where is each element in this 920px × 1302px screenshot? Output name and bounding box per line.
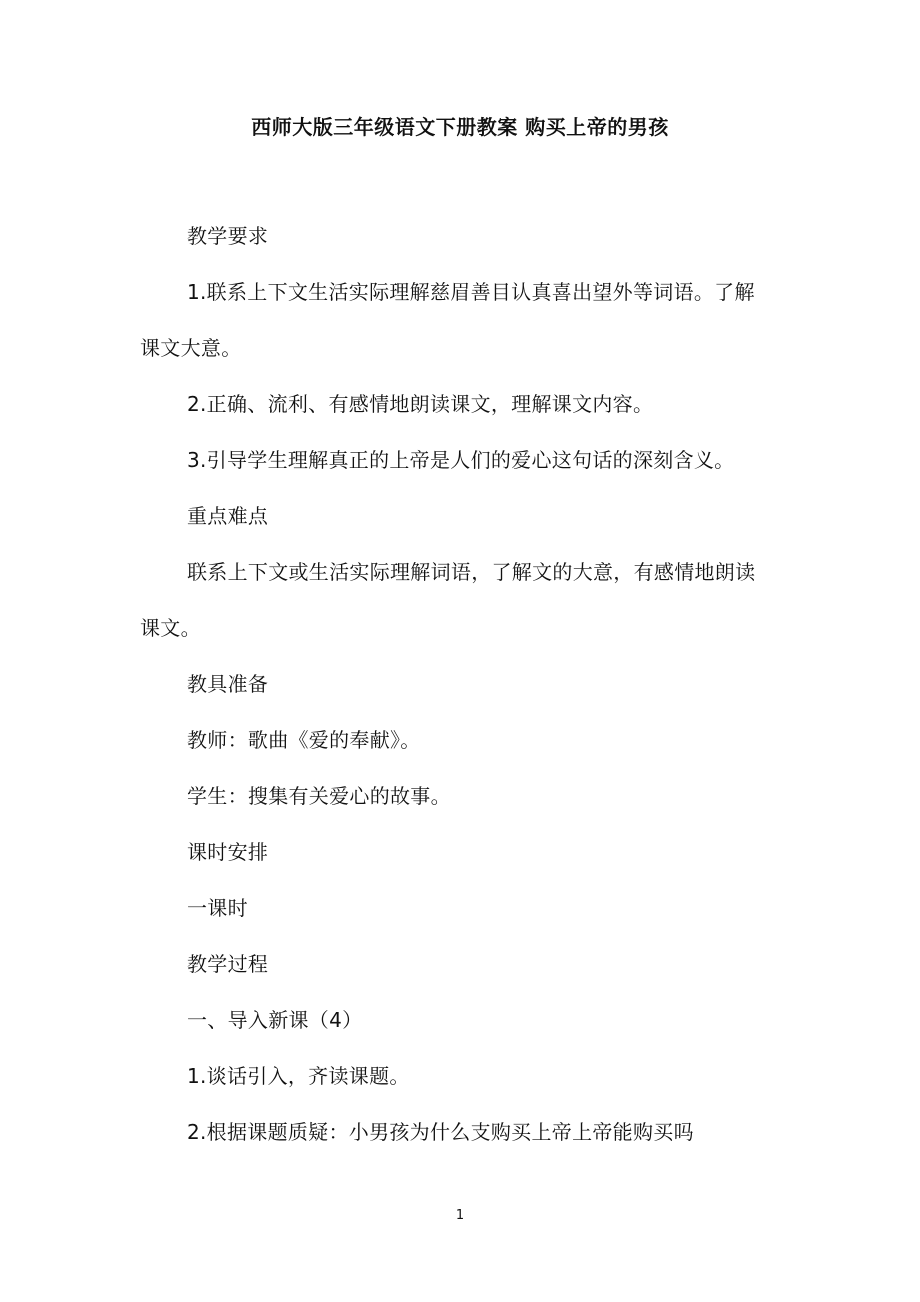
keypoints-heading: 重点难点 [187, 504, 269, 528]
page-number: 1 [455, 1208, 465, 1223]
schedule-heading: 课时安排 [187, 840, 269, 864]
materials-student: 学生：搜集有关爱心的故事。 [187, 784, 451, 808]
keypoints-line-1: 联系上下文或生活实际理解词语，了解文的大意，有感情地朗读 [187, 560, 756, 584]
process-step-1-2: 2.根据课题质疑：小男孩为什么支购买上帝上帝能购买吗 [187, 1120, 694, 1144]
requirement-1-line-2: 课文大意。 [140, 336, 242, 360]
materials-teacher: 教师：歌曲《爱的奉献》。 [187, 728, 421, 752]
requirement-2: 2.正确、流利、有感情地朗读课文，理解课文内容。 [187, 392, 654, 416]
process-heading: 教学过程 [187, 952, 269, 976]
requirements-heading: 教学要求 [187, 224, 269, 248]
document-title: 西师大版三年级语文下册教案 购买上帝的男孩 [251, 115, 669, 139]
requirement-3: 3.引导学生理解真正的上帝是人们的爱心这句话的深刻含义。 [187, 448, 735, 472]
requirement-1-line-1: 1.联系上下文生活实际理解慈眉善目认真喜出望外等词语。了解 [187, 280, 755, 304]
process-step-1-1: 1.谈话引入，齐读课题。 [187, 1064, 410, 1088]
process-step-1: 一、导入新课（4） [187, 1008, 363, 1032]
keypoints-line-2: 课文。 [140, 616, 201, 640]
schedule-value: 一课时 [187, 896, 248, 920]
materials-heading: 教具准备 [187, 672, 269, 696]
